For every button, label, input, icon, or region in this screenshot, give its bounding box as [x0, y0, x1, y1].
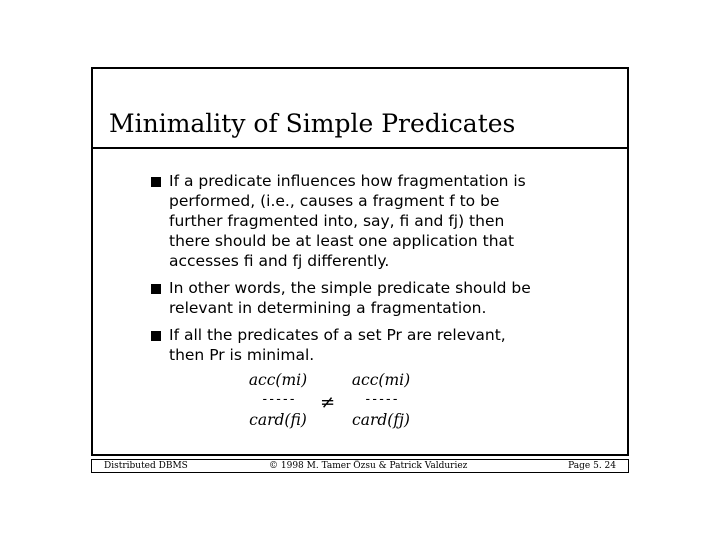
- footer-course: Distributed DBMS: [104, 461, 188, 471]
- formula-right-fraction: [346, 370, 416, 430]
- formula-operator: ≠: [320, 392, 336, 413]
- bullet-item: [149, 171, 599, 271]
- formula-right-numerator: acc(mi): [351, 371, 411, 389]
- bullet-line: In other words, the simple predicate should be: [169, 279, 531, 297]
- bullet-square-icon: [151, 177, 161, 187]
- bullet-line: accesses fi and fj differently.: [169, 252, 390, 270]
- bullet-item: [149, 278, 599, 318]
- bullet-line: then Pr is minimal.: [169, 346, 315, 364]
- slide: [91, 67, 629, 456]
- formula-left-bar: -----: [260, 392, 296, 407]
- bullet-square-icon: [151, 331, 161, 341]
- formula-left-denominator: card(fi): [249, 411, 307, 429]
- bullet-line: relevant in determining a fragmentation.: [169, 299, 487, 317]
- bullet-item: [149, 325, 599, 365]
- bullet-line: If all the predicates of a set Pr are relevant,: [169, 326, 506, 344]
- formula-left-numerator: acc(mi): [248, 371, 308, 389]
- bullet-square-icon: [151, 284, 161, 294]
- bullet-list: [149, 171, 599, 372]
- bullet-line: If a predicate influences how fragmentation is: [169, 172, 526, 190]
- bullet-line: there should be at least one application that: [169, 232, 515, 250]
- footer-page-number: Page 5. 24: [568, 461, 616, 471]
- bullet-line: performed, (i.e., causes a fragment f to be: [169, 192, 500, 210]
- formula-right-bar: -----: [363, 392, 399, 407]
- slide-title: Minimality of Simple Predicates: [109, 109, 516, 138]
- slide-footer: [91, 459, 629, 473]
- title-divider: [93, 147, 627, 149]
- footer-copyright: © 1998 M. Tamer Özsu & Patrick Valduriez: [269, 461, 468, 471]
- formula-right-denominator: card(fj): [352, 411, 410, 429]
- formula-left-fraction: [243, 370, 313, 430]
- bullet-line: further fragmented into, say, fi and fj) then: [169, 212, 505, 230]
- formula: [243, 370, 423, 432]
